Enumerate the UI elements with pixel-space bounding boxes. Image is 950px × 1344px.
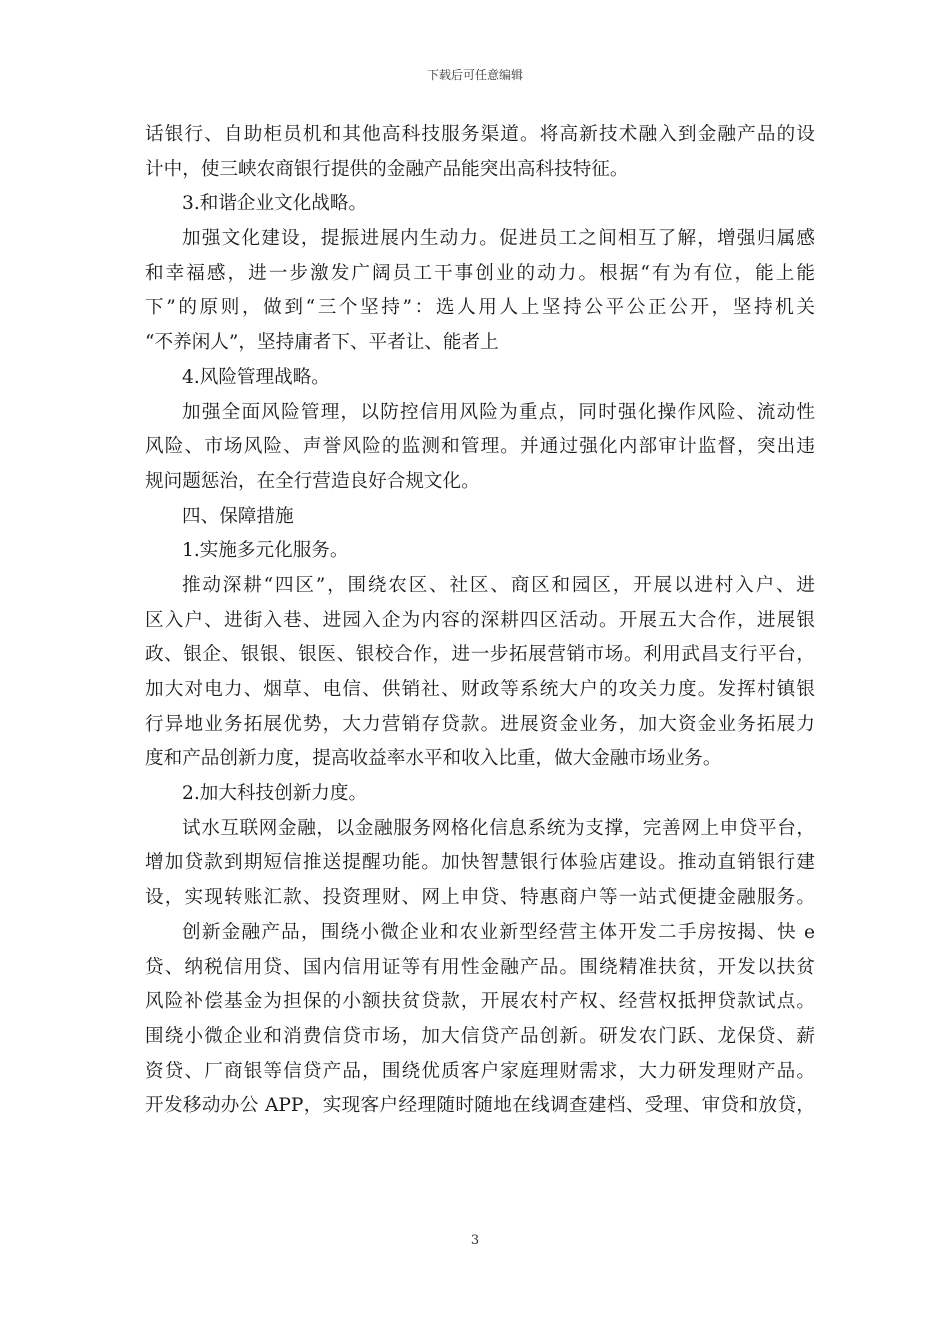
text-line: 和幸福感，进一步激发广阔员工干事创业的动力。根据“有为有位，能上能 [145, 262, 815, 284]
text-line: 规问题惩治，在全行营造良好合规文化。 [145, 470, 480, 492]
text-line: 贷、纳税信用贷、国内信用证等有用性金融产品。围绕精准扶贫，开发以扶贫 [145, 956, 815, 978]
text-line: 加大对电力、烟草、电信、供销社、财政等系统大户的攻关力度。发挥村镇银 [145, 679, 815, 700]
page-number: 3 [470, 1233, 480, 1248]
text-line: 设，实现转账汇款、投资理财、网上申贷、特惠商户等一站式便捷金融服务。 [145, 887, 815, 909]
text-line: 下”的原则，做到“三个坚持”：选人用人上坚持公平公正公开，坚持机关 [145, 297, 815, 319]
text-line: 围绕小微企业和消费信贷市场，加大信贷产品创新。研发农门跃、龙保贷、薪 [145, 1025, 815, 1047]
text-line: 政、银企、银银、银医、银校合作，进一步拓展营销市场。利用武昌支行平台， [145, 644, 815, 666]
text-line: 试水互联网金融，以金融服务网格化信息系统为支撑，完善网上申贷平台， [182, 817, 815, 839]
page-header: 下载后可任意编辑 [426, 68, 523, 82]
body-text [145, 118, 815, 1124]
text-line: 3.和谐企业文化战略。 [182, 193, 368, 215]
text-line: 行异地业务拓展优势，大力营销存贷款。进展资金业务，加大资金业务拓展力 [145, 713, 815, 735]
text-line: 开发移动办公 APP，实现客户经理随时随地在线调查建档、受理、审贷和放贷， [145, 1095, 815, 1117]
text-line: 区入户、进街入巷、进园入企为内容的深耕四区活动。开展五大合作，进展银 [145, 609, 815, 631]
text-line: 4.风险管理战略。 [182, 366, 330, 388]
text-line: 增加贷款到期短信推送提醒功能。加快智慧银行体验店建设。推动直销银行建 [145, 852, 815, 874]
text-line: 加强文化建设，提振进展内生动力。促进员工之间相互了解，增强归属感 [182, 228, 815, 250]
text-line: 四、保障措施 [182, 505, 294, 527]
text-line: 风险、市场风险、声誉风险的监测和管理。并通过强化内部审计监督，突出违 [145, 436, 815, 458]
text-line: 创新金融产品，围绕小微企业和农业新型经营主体开发二手房按揭、快 e [182, 921, 815, 943]
text-line: 1.实施多元化服务。 [182, 540, 349, 562]
text-line: 风险补偿基金为担保的小额扶贫贷款，开展农村产权、经营权抵押贷款试点。 [145, 991, 815, 1013]
text-line: 推动深耕“四区”，围绕农区、社区、商区和园区，开展以进村入户、进 [182, 574, 815, 596]
text-line: 加强全面风险管理，以防控信用风险为重点，同时强化操作风险、流动性 [182, 401, 815, 423]
text-line: “不养闲人”，坚持庸者下、平者让、能者上 [145, 332, 499, 354]
text-line: 话银行、自助柜员机和其他高科技服务渠道。将高新技术融入到金融产品的设 [145, 124, 815, 145]
text-line: 计中，使三峡农商银行提供的金融产品能突出高科技特征。 [145, 158, 629, 180]
text-line: 2.加大科技创新力度。 [182, 783, 368, 805]
text-line: 资贷、厂商银等信贷产品，围绕优质客户家庭理财需求，大力研发理财产品。 [145, 1060, 815, 1082]
text-line: 度和产品创新力度，提高收益率水平和收入比重，做大金融市场业务。 [145, 748, 722, 770]
